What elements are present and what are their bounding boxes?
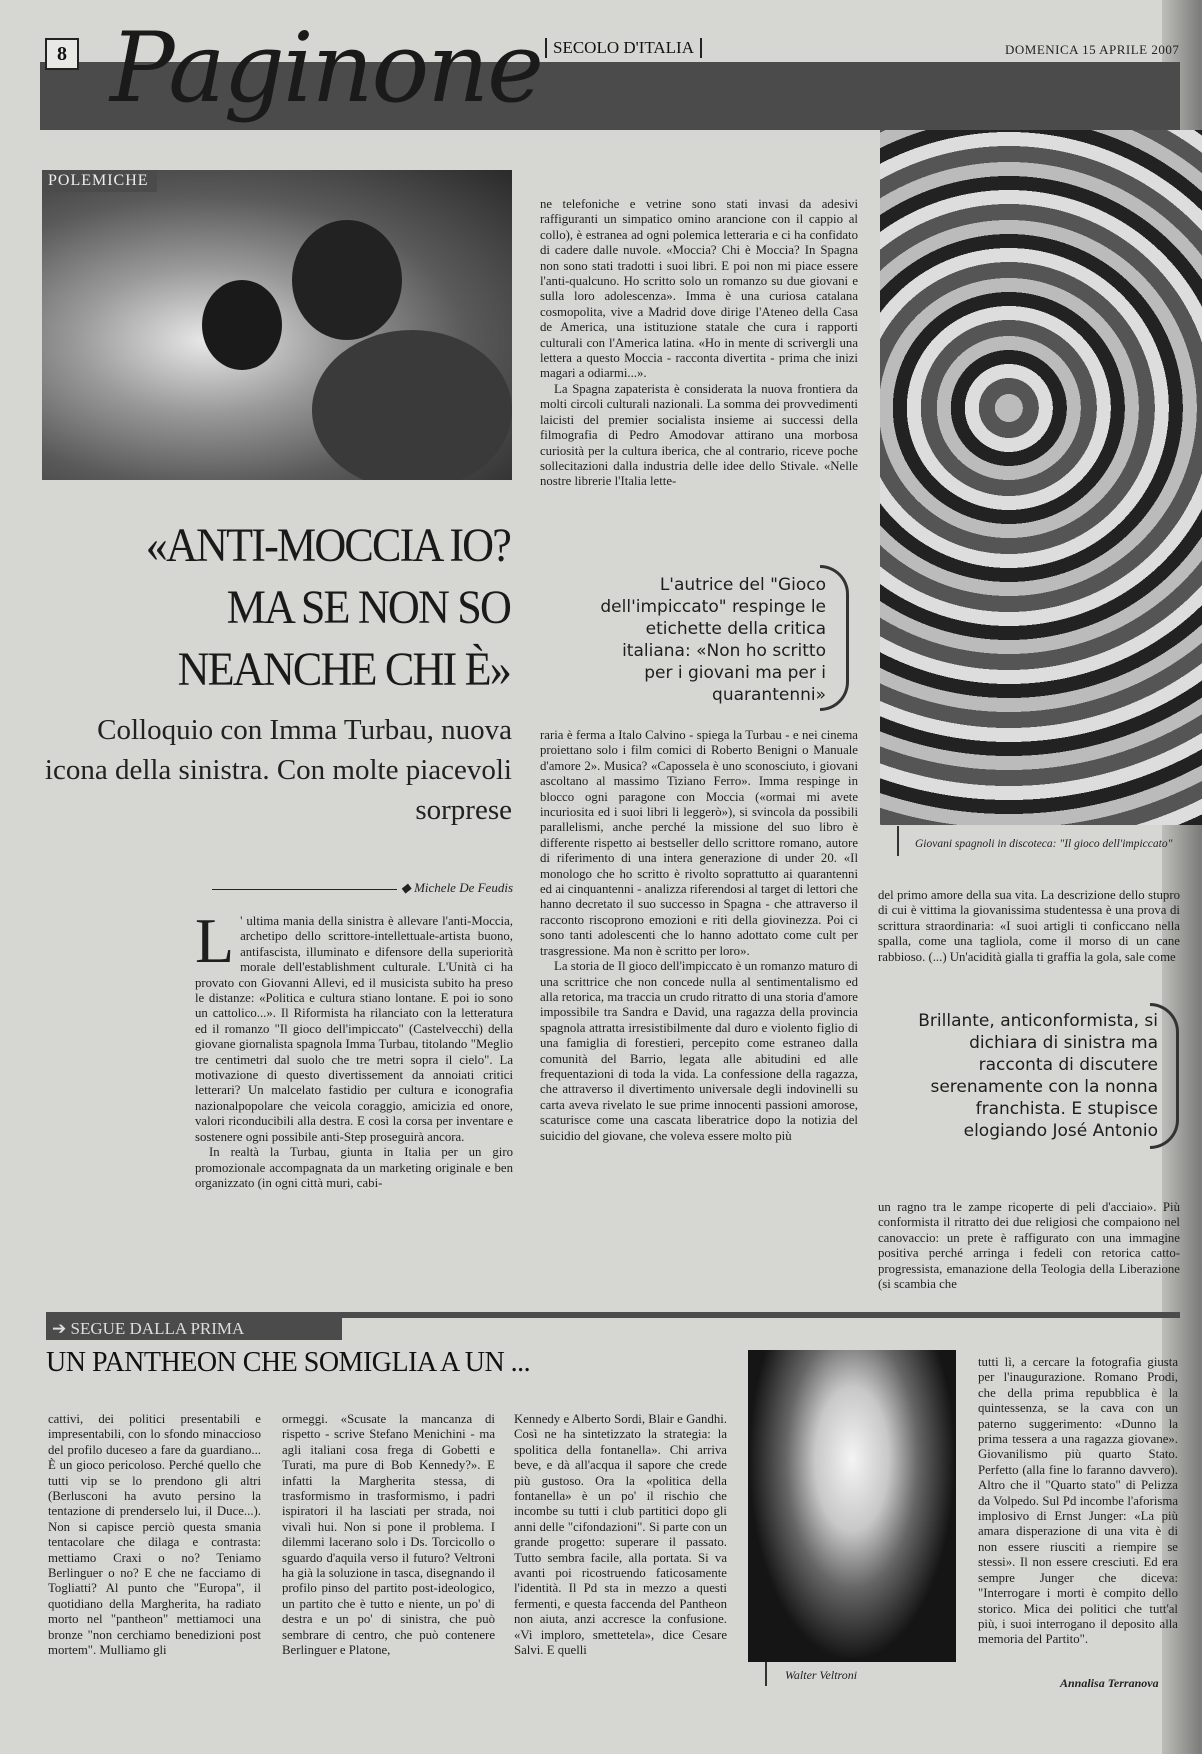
- paragraph: ' ultima mania della sinistra è allevare l'anti-Moccia, archetipo dello scrittore-intellettuale-artista buono, antifascista, illuminato e difensore della superiorità morale dell'establishment culturale. L'Unità ci ha provato con Giovanni Allevi, ed il musicista subito ha preso le distanze: «Politica e cultura stiano lontane. E poi io sono un cattolico...». Il Riformista ha rilanciato con la letteratura ed il romanzo "Il gioco dell'impiccato" (Castelvecchi) della giovane giornalista spagnola Imma Turbau, titolando "Meglio tre centimetri dal suolo che tre metri sopra il cielo". La motivazione di questo divertissement da annoiati critici letterari? Un malcelato fastidio per cultura e iconografia nazionalpopolare che veicola coraggio, amicizia ed onore, valori riconducibili alla destra. E così la corsa per inventare e sostenere ogni possibile anti-Step proseguirà ancora.: [195, 914, 513, 1144]
- article-column-5: [878, 1200, 1180, 1292]
- veltroni-portrait-photo: [748, 1350, 956, 1662]
- continued-label: ➔ SEGUE DALLA PRIMA: [46, 1318, 342, 1340]
- article-column-2: [540, 197, 858, 490]
- bottom-column-4: tutti lì, a cercare la fotografia giusta per l'inaugurazione. Romano Prodi, che della prima repubblica è la quintessenza, se la cava con un paterno suggerimento: «Dunno la prima tessera a una ragazza giovane». Giovanilismo più quarto Stato. Perfetto (alla fine lo faranno davvero). Altro che il "Quarto stato" di Pelizza da Volpedo. Sul Pd incombe l'aforisma implosivo di Ernst Junger: «La più amara disperazione di una vita è di non essere riusciti a riempire se stessi». Il non essere cresciuti. Ed era sempre Junger che diceva: "Interrogare i morti è compito dello storico. Mica dei politici che tutt'al più, i suoi interrogano il deposito alla memoria del Partito".: [978, 1355, 1178, 1647]
- pull-quote-2: Brillante, anticonformista, si dichiara di sinistra ma racconta di discutere serenamente con la nonna franchista. E stupisce elogiando José Antonio: [918, 1011, 1158, 1141]
- article-column-3: [540, 728, 858, 1144]
- pull-quote-bracket: [820, 565, 849, 711]
- issue-date: DOMENICA 15 APRILE 2007: [1005, 42, 1180, 57]
- bottom-column-3: Kennedy e Alberto Sordi, Blair e Gandhi. Così ne ha sintetizzato la strategia: la spolitica della fontanella». Chi arriva beve, e dà all'acqua il sapore che crede più gustoso. Ora la «politica della fontanella» è un po' il rischio che incombe su tutti i club partitici dopo gli anni delle "cifondazioni". Si parte con un grande progetto: superare il passato. Tutto sembra facile, alla portata. Si va avanti poi ricostruendo faticosamente l'identità. Il Pd sta in mezzo a questi fermenti, e questa faccenda del Pantheon non aiuta, anzi accresce la confusione. «Vi imploro, smettetela», dice Cesare Salvi. E quelli: [514, 1412, 727, 1658]
- author-signature: Annalisa Terranova: [1060, 1676, 1159, 1690]
- headline: «ANTI-MOCCIA IO? MA SE NON SO NEANCHE CHI È»: [145, 519, 510, 696]
- portrait-caption: Walter Veltroni: [785, 1668, 858, 1682]
- paragraph: La storia de Il gioco dell'impiccato è un romanzo maturo di una scrittrice che non concede nulla al sentimentalismo ed alla retorica, ma traccia un crudo ritratto di una storia d'amore impossibile tra Sandra e David, una ragazza della provincia spagnola attratta irresistibilmente dal duro e violento figlio di una famiglia di forestieri, percepito come estraneo dalla comunità del Barrio, legata alle abitudini ed alle frequentazioni di toda la vida. La confessione della ragazza, che attraverso il divertimento universale degli indovinelli su carta aveva rivelato le sue prime innocenti passioni amorose, scaturisce come una cascata liberatrice dopo la notizia del suicidio del giovane, che voleva essere molto più: [540, 959, 858, 1143]
- page-number: 8: [45, 38, 79, 70]
- disco-crowd-photo: [880, 130, 1202, 825]
- paragraph: un ragno tra le zampe ricoperte di peli d'acciaio». Più conformista il ritratto dei due religiosi che compaiono nel canovaccio: un prete è raffigurato con una immagine positiva perché arringa i fedeli con retorica catto-progressista, emanazione della Teologia della Liberazione (si scambia che: [878, 1200, 1180, 1292]
- bottom-article-title: UN PANTHEON CHE SOMIGLIA A UN ...: [46, 1347, 531, 1378]
- bottom-column-2: ormeggi. «Scusate la mancanza di rispetto - scrive Stefano Menichini - ma agli italiani cosa frega di Gobetti e Turati, ma pure di Bob Kennedy?». E infatti la Margherita stessa, di trasformismo in trasformismo, i padri ispiratori il ha lasciati per strada, noi vivalì hui. Non si pone il problema. I dilemmi lacerano solo i Ds. Torcicollo o sguardo d'aquila verso il futuro? Veltroni ha già la soluzione in tasca, disegnando il profilo pinso del partito post-ideologico, un partito che è tutto e niente, un po' di destra e un po' di sinistra, che può sembrare di centro, che può contenere Berlinguer e Platone,: [282, 1412, 495, 1658]
- arrow-icon: ➔: [52, 1319, 71, 1338]
- paragraph: ne telefoniche e vetrine sono stati invasi da adesivi raffiguranti un simpatico omino arancione con il cappio al collo), è estranea ad ogni polemica letteraria e ci ha confidato di cadere dalle nuvole. «Moccia? Chi è Moccia? In Spagna non sono stati tradotti i suoi libri. E poi non mi piace essere l'anti-qualcuno. Ho scritto solo un romanzo su due giovani e sulla loro adolescenza». Imma è una curiosa catalana cosmopolita, vive a Madrid dove dirige l'Ateneo della Casa de America, una istituzione statale che cura i rapporti culturali con l'America latina. «Ho in mente di scrivergli una lettera a questo Moccia - racconta divertita - prima che inizi magari a odiarmi...».: [540, 197, 858, 381]
- kicker-label: POLEMICHE: [42, 170, 157, 192]
- pull-quote-1: L'autrice del "Gioco dell'impiccato" respinge le etichette della critica italiana: «Non ho scritto per i giovani ma per i quarantenni»: [600, 575, 826, 705]
- article-column-4: [878, 888, 1180, 965]
- caption-bar: [897, 826, 899, 856]
- section-logo: Paginone: [110, 12, 542, 124]
- paragraph: La Spagna zapaterista è considerata la nuova frontiera da molti circoli culturali nazionali. La somma dei provvedimenti laicisti del premier socialista insieme ai successi della filmografia di Pedro Amodovar attirano una morbosa curiosità per la cultura iberica, che al contrario, riceve poche sollecitazioni dalla industria delle idee dello Stivale. «Nelle nostre librerie l'Italia lette-: [540, 381, 858, 489]
- paragraph: In realtà la Turbau, giunta in Italia per un giro promozionale accompagnata da un marketing originale e ben organizzato (in ogni città muri, cabi-: [195, 1145, 513, 1190]
- paragraph: del primo amore della sua vita. La descrizione dello stupro di cui è vittima la giovanissima studentessa è una prova di scrittura straordinaria: «I suoi artigli ti conficcano nella spalla, come una tagliola, come il morso di un cane rabbioso. (...) Un'acidità gialla ti graffia la gola, sale come: [878, 888, 1180, 964]
- paragraph: raria è ferma a Italo Calvino - spiega la Turbau - e nei cinema proiettano solo i film comici di Roberto Benigni o Manuale d'amore 2». Musica? «Capossela è uno sconosciuto, i giovani ascoltano al massimo Tiziano Ferro». Imma respinge in blocco ogni paragone con Moccia («ormai mi avete incuriosita ed i suoi libri li leggerò»), si svincola da possibili parallelismi, anche perché la missione del suo libro è differente rispetto ai bestseller dello scrittore romano, autore di riferimento di una intera generazione di under 20. «Il monologo che ho scritto è rivolto soprattutto ai quarantenni ed ai cinquantenni - analizza riferendosi al target di lettori che hanno decretato il suo successo in Spagna - che attraverso il racconto riscoprono emozioni e riti della giovinezza. Poi ci sono tanti adolescenti che lo hanno adottato come cult per trasgressione. Ma non è scritto per loro».: [540, 728, 858, 958]
- photo-caption: Giovani spagnoli in discoteca: "Il gioco dell'impiccato": [915, 838, 1173, 850]
- masthead: SECOLO D'ITALIA: [545, 38, 702, 58]
- article-column-1: [195, 905, 513, 1191]
- couple-reading-photo: [42, 170, 512, 480]
- caption-bar: [765, 1662, 767, 1686]
- drop-cap: L: [195, 905, 235, 976]
- deck-subtitle: Colloquio con Imma Turbau, nuova icona della sinistra. Con molte piacevoli sorprese: [44, 714, 512, 826]
- bottom-column-1: cattivi, dei politici presentabili e impresentabili, con lo sfondo minaccioso del profilo duceseo a fare da guardiano... È un gioco pericoloso. Perché quello che tutti vip se lo prendono gli altri (Berlusconi ha avuto persino la tentazione di prenderselo lui, il Duce...). Non si capisce perciò questa smania tentacolare che dilaga e contrasta: mettiamo Craxi o no? Teniamo Berlinguer o no? E che ne facciamo di Togliatti? Al punto che "Europa", il quotidiano della Margherita, ha radiato morto nel "pantheon" mettiamoci una bronze "non cerchiamo benedizioni post mortem". Mulliamo gli: [48, 1412, 261, 1658]
- byline: ◆ Michele De Feudis: [195, 880, 513, 896]
- author-name: Michele De Feudis: [414, 880, 513, 895]
- pull-quote-bracket: [1150, 1003, 1179, 1149]
